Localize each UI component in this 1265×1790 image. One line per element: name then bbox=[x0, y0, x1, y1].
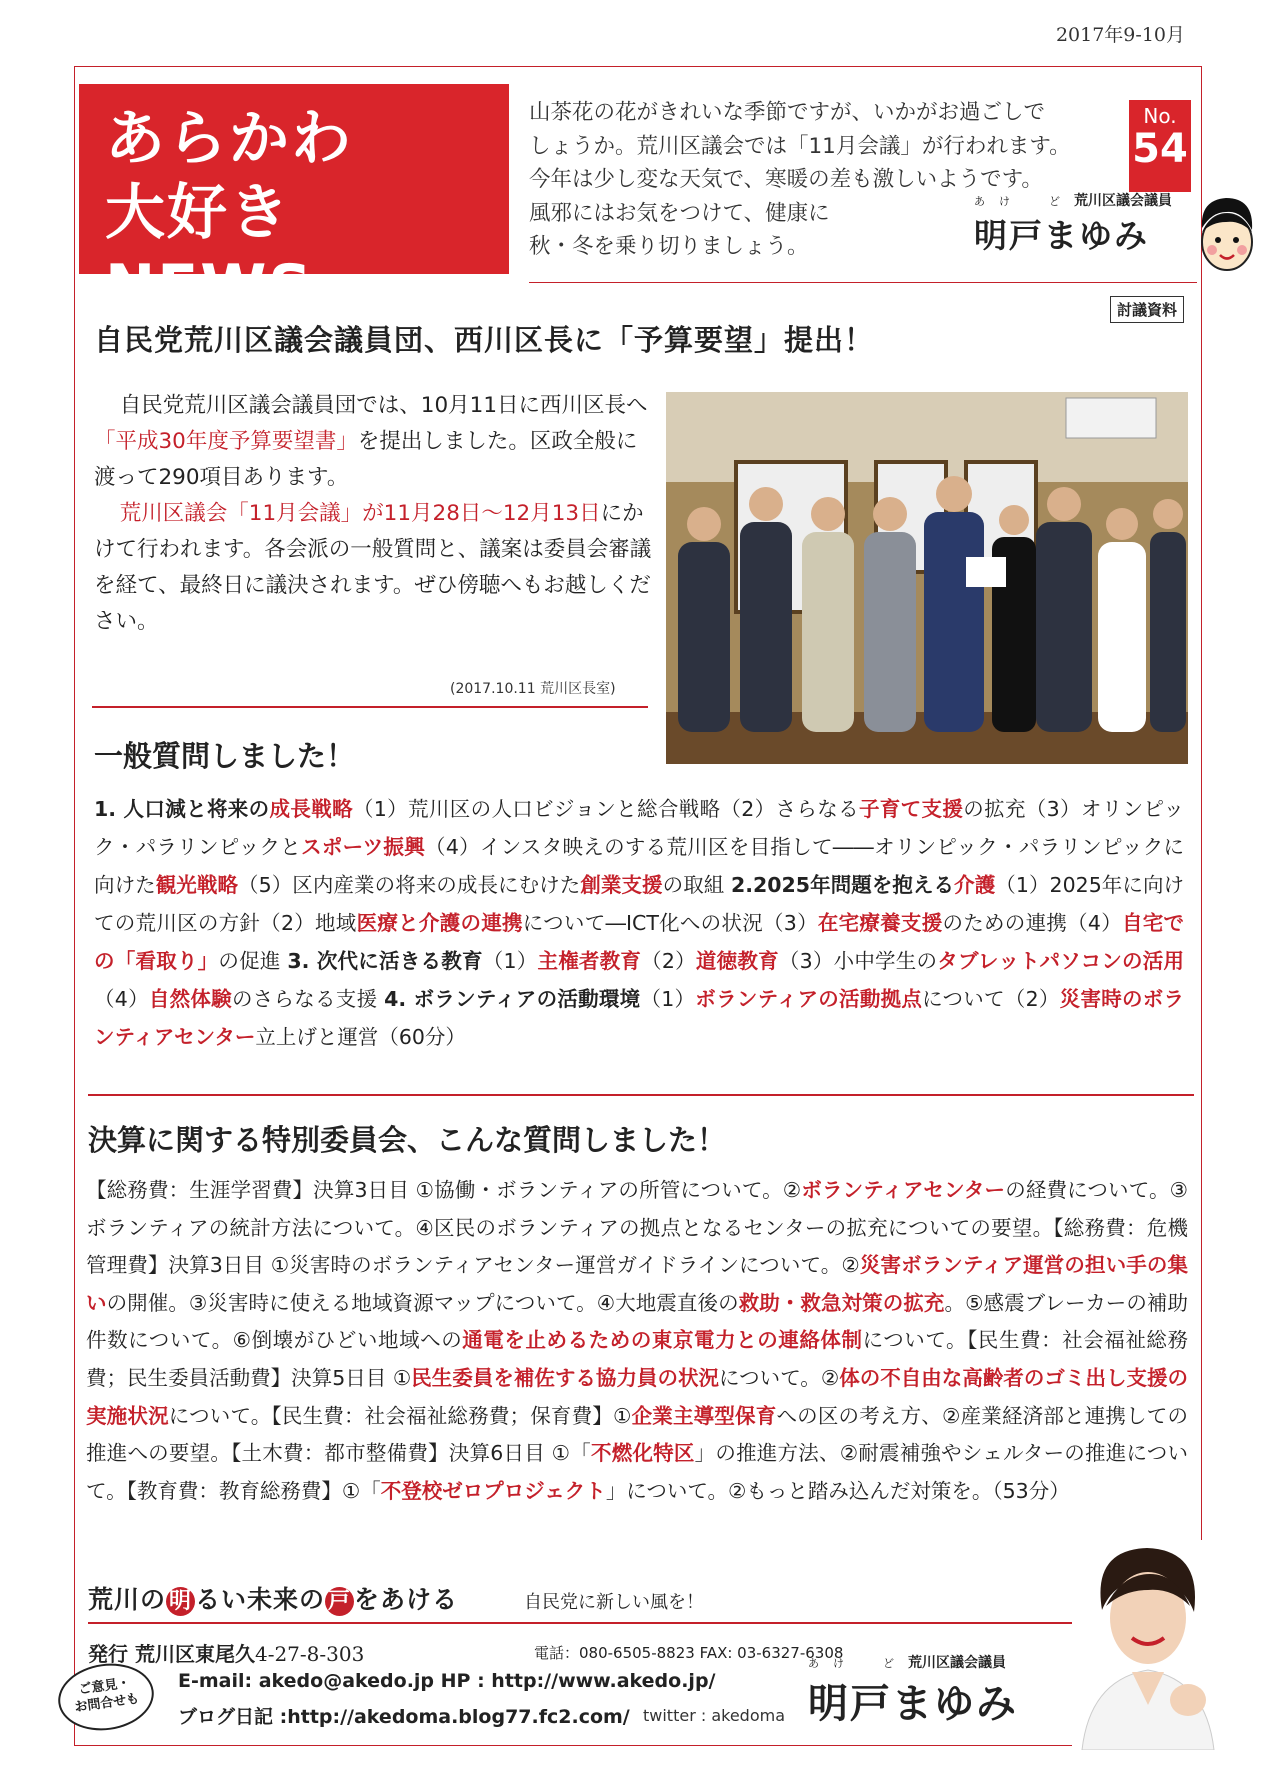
masthead bbox=[79, 84, 509, 322]
highlight-text: 不燃化特区 bbox=[591, 1441, 695, 1466]
body-text: の促進 bbox=[218, 949, 288, 973]
body-text: の取組 bbox=[662, 873, 731, 897]
body-text: について。【民生費：社会福祉総務費；民生委員活動費】決算5日目 ① bbox=[86, 1328, 1189, 1390]
section1-p1-text: 自民党荒川区議会議員団では、10月11日に西川区長へ bbox=[119, 393, 648, 418]
body-text: 立上げと運営（60分） bbox=[255, 1025, 466, 1049]
group-photo bbox=[666, 392, 1188, 764]
signature-furigana: あけ ど bbox=[974, 195, 1074, 208]
section1-p2-highlight: 荒川区議会「11月会議」が11月28日～12月13日 bbox=[119, 501, 601, 526]
section1-paragraph2 bbox=[94, 496, 654, 640]
highlight-text: 災害ボランティア運営の担い手の集い bbox=[86, 1253, 1189, 1315]
section3-body bbox=[86, 1172, 1188, 1510]
body-text: （3）小中学生の bbox=[778, 949, 938, 973]
body-text: 」について。②もっと踏み込んだ対策を。（53分） bbox=[605, 1478, 1070, 1503]
highlight-text: 災害時のボランティアセンター bbox=[94, 987, 1185, 1049]
highlight-text: 子育て支援 bbox=[858, 797, 964, 821]
contact-phone: 電話：080-6505-8823 FAX: 03-6327-6308 bbox=[534, 1644, 844, 1662]
highlight-text: 成長戦略 bbox=[269, 797, 353, 821]
body-text: について。② bbox=[719, 1365, 840, 1390]
bubble-line2: お問合せも bbox=[73, 1691, 141, 1716]
masthead-line1: あらかわ bbox=[105, 104, 353, 174]
body-text: （1）荒川区の人口ビジョンと総合戦略（2）さらなる bbox=[352, 797, 859, 821]
highlight-text: スポーツ振興 bbox=[301, 835, 426, 859]
signature-bottom bbox=[808, 1652, 1018, 1729]
highlight-text: 救助・救急対策の拡充 bbox=[738, 1290, 945, 1315]
issue-number-badge bbox=[1129, 100, 1191, 192]
section1-divider bbox=[92, 706, 648, 708]
body-text: のための連携（4） bbox=[942, 911, 1122, 935]
highlight-text: 観光戦略 bbox=[155, 873, 239, 897]
highlight-text: 企業主導型保育 bbox=[631, 1403, 777, 1428]
signature-top bbox=[974, 190, 1172, 257]
cartoon-face-icon bbox=[1192, 192, 1260, 278]
highlight-text: 通電を止めるための東京電力との連絡体制 bbox=[462, 1328, 863, 1353]
highlight-text: 医療と介護の連携 bbox=[356, 911, 523, 935]
section2-title: 一般質問しました！ bbox=[94, 739, 356, 773]
section3-title: 決算に関する特別委員会、こんな質問しました！ bbox=[88, 1123, 727, 1157]
signature-name: 明戸まゆみ bbox=[974, 216, 1149, 255]
highlight-text: 在宅療養支援 bbox=[817, 911, 943, 935]
contact-email-hp[interactable]: E-mail: akedo@akedo.jp HP : http://www.akedo.jp/ bbox=[178, 1670, 716, 1692]
header-divider bbox=[529, 282, 1197, 283]
highlight-text: タブレットパソコンの活用 bbox=[937, 949, 1185, 973]
signature-name: 明戸まゆみ bbox=[808, 1681, 1018, 1727]
body-text: 。⑤感震ブレーカーの補助件数について。⑥倒壊がひどい地域への bbox=[86, 1290, 1189, 1353]
section1-title: 自民党荒川区議会議員団、西川区長に「予算要望」提出！ bbox=[94, 323, 875, 357]
highlight-text: ボランティアの活動拠点 bbox=[695, 987, 923, 1011]
slogan-part: るい未来の bbox=[195, 1585, 326, 1614]
body-text: について―ICT化への状況（3） bbox=[522, 911, 818, 935]
item-heading: 3. 次代に活きる教育 bbox=[287, 949, 483, 973]
item-heading: 2.2025年問題を抱える bbox=[730, 873, 955, 897]
body-text: （5）区内産業の将来の成長にむけた bbox=[238, 873, 581, 897]
body-text: への区の考え方、②産業経済部と連携しての推進への要望。【土木費：都市整備費】決算6日目 ①「 bbox=[86, 1403, 1189, 1466]
body-text: （1）2025年に向けての荒川区の方針（2）地域 bbox=[94, 873, 1185, 935]
body-text: 」の推進方法、②耐震補強やシェルターの推進について。【教育費：教育総務費】①「 bbox=[86, 1441, 1188, 1503]
highlight-text: 創業支援 bbox=[580, 873, 663, 897]
body-text: の経費について。③ボランティアの統計方法について。④区民のボランティアの拠点となるセンターの拡充についての要望。【総務費：危機管理費】決算3日目 ①災害時のボランティアセンター運営ガイドラインについて。② bbox=[86, 1178, 1188, 1278]
highlight-text: 道徳教育 bbox=[695, 949, 779, 973]
section1-paragraph1 bbox=[94, 388, 654, 496]
section1-p1-text-end: を提出しました。区政全般に渡って290項目あります。 bbox=[94, 429, 638, 490]
highlight-text: 不登校ゼロプロジェクト bbox=[380, 1478, 606, 1503]
section1-body bbox=[94, 388, 654, 640]
slogan-circle-char: 戸 bbox=[325, 1587, 354, 1616]
highlight-text: ボランティアセンター bbox=[801, 1178, 1006, 1202]
signature-title: 荒川区議会議員 bbox=[1074, 193, 1172, 209]
twitter-handle[interactable]: twitter : akedoma bbox=[643, 1706, 786, 1725]
masthead-line2: 大好き NEWS bbox=[105, 178, 314, 322]
section1-p1-highlight: 「平成30年度予算要望書」 bbox=[94, 429, 358, 454]
photo-caption: (2017.10.11 荒川区長室) bbox=[450, 681, 616, 697]
body-text: （1） bbox=[482, 949, 538, 973]
discussion-material-badge: 討議資料 bbox=[1110, 296, 1184, 323]
signature-title: 荒川区議会議員 bbox=[908, 1655, 1006, 1671]
body-text: の拡充（3）オリンピック・パラリンピックと bbox=[94, 797, 1184, 859]
highlight-text: 介護 bbox=[954, 873, 996, 897]
highlight-text: 自宅での「看取り」 bbox=[94, 911, 1185, 973]
body-text: （2） bbox=[641, 949, 696, 973]
slogan-circle-char: 明 bbox=[166, 1587, 195, 1616]
highlight-text: 主権者教育 bbox=[537, 949, 642, 973]
slogan-part: をあける bbox=[354, 1585, 459, 1614]
section2-divider bbox=[88, 1094, 1194, 1096]
blog-link[interactable]: ブログ日記 :http://akedoma.blog77.fc2.com/ bbox=[178, 1706, 630, 1728]
body-text: （1） bbox=[640, 987, 696, 1011]
highlight-text: 体の不自由な高齢者のゴミ出し支援の実施状況 bbox=[86, 1365, 1189, 1428]
signature-furigana: あけ ど bbox=[808, 1657, 908, 1670]
item-heading: 4. ボランティアの活動環境 bbox=[384, 987, 641, 1011]
highlight-text: 民生委員を補佐する協力員の状況 bbox=[411, 1365, 720, 1390]
body-text: （4）インスタ映えのする荒川区を目指して――オリンピック・パラリンピックに向けた bbox=[94, 835, 1184, 897]
bubble-line1: ご意見・ bbox=[77, 1675, 132, 1698]
issue-number: 54 bbox=[1132, 126, 1188, 172]
footer-divider bbox=[88, 1622, 1072, 1624]
body-text: について（2） bbox=[922, 987, 1060, 1011]
issue-number-label: No. bbox=[1143, 104, 1177, 128]
body-text: 【総務費：生涯学習費】決算3日目 ①協働・ボランティアの所管について。② bbox=[86, 1178, 802, 1202]
slogan bbox=[88, 1580, 458, 1616]
body-text: （4） bbox=[94, 987, 149, 1011]
section2-body bbox=[94, 790, 1184, 1056]
body-text: のさらなる支援 bbox=[231, 987, 385, 1011]
body-text: について。【民生費：社会福祉総務費；保育費】① bbox=[168, 1403, 632, 1428]
slogan-part: 荒川の bbox=[88, 1585, 167, 1614]
greeting-text: 山茶花の花がきれいな季節ですが、いかがお過ごしで しょうか。荒川区議会では「11月会議」が行われます。 今年は少し変な天気で、寒暖の差も激しいようです。 風邪にはお気をつけて、健康に 秋・冬を乗り切りましょう。 bbox=[529, 100, 1071, 259]
item-heading: 1. 人口減と将来の bbox=[94, 797, 270, 821]
section1-p2-text: にかけて行われます。各会派の一般質問と、議案は委員会審議を経て、最終日に議決されます。ぜひ傍聴へもお越しください。 bbox=[94, 501, 652, 634]
issue-date: 2017年9-10月 bbox=[1055, 24, 1185, 46]
publisher-label: 発行 荒川区東尾久 bbox=[88, 1642, 255, 1666]
publisher-address: 4-27-8-303 bbox=[254, 1642, 365, 1666]
portrait-photo bbox=[1072, 1540, 1222, 1750]
highlight-text: 自然体験 bbox=[148, 987, 232, 1011]
body-text: の開催。③災害時に使える地域資源マップについて。④大地震直後の bbox=[106, 1290, 739, 1315]
publisher bbox=[88, 1638, 364, 1667]
slogan-subtitle: 自民党に新しい風を！ bbox=[524, 1592, 704, 1613]
